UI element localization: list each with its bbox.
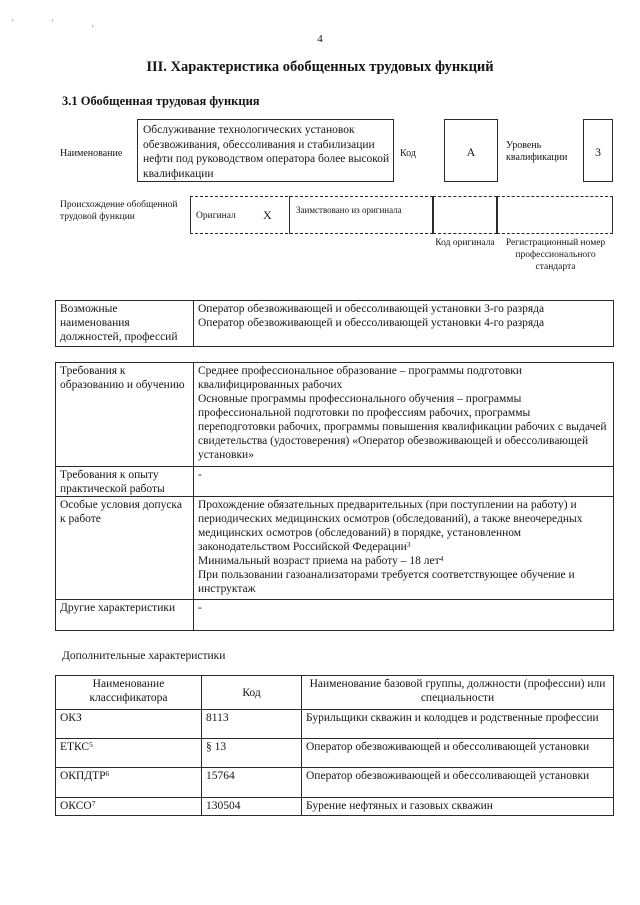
level-value: 3 xyxy=(595,145,601,159)
positions-label: Возможные наименования должностей, профессий xyxy=(56,301,194,347)
table-row xyxy=(56,798,614,816)
other-value: - xyxy=(194,600,614,631)
position-value: Оператор обезвоживающей и обессоливающей установки 4-го разряда xyxy=(198,317,545,329)
conditions-line: Прохождение обязательных предварительных (при поступлении на работу) и периодических медицинских осмотров (обследований), а также внеочередных медицинских осмотров (обследований) в порядке, установленном законодательством Российской Федерации$^3$ xyxy=(198,499,583,553)
requirements-table xyxy=(55,362,614,631)
additional-table xyxy=(55,675,614,816)
experience-value: - xyxy=(194,467,614,497)
footnote-ref: 4 xyxy=(439,554,444,563)
original-label: Оригинал xyxy=(196,211,236,221)
education-line: Основные программы профессионального обучения – программы профессиональной подготовки по профессиям рабочих, программы переподготовки рабочих, программы повышения квалификации рабочих с выдачей свидетельства (удостоверения) «Оператор обезвоживающей и обессоливающей установки» xyxy=(198,393,607,461)
section-title: III. Характеристика обобщенных трудовых функций xyxy=(146,59,494,75)
code-value: A xyxy=(466,145,476,159)
row-name: Оператор обезвоживающей и обессоливающей установки xyxy=(302,739,614,768)
education-line: Среднее профессиональное образование – программы подготовки квалифицированных рабочих xyxy=(198,365,523,391)
page-number: 4 xyxy=(317,33,323,45)
positions-values xyxy=(194,301,614,347)
conditions-label: Особые условия допуска к работе xyxy=(56,497,194,600)
conditions-line: При пользовании газоанализаторами требуется соответствующее обучение и инструктаж xyxy=(198,569,575,595)
name-value: Обслуживание технологических установок обезвоживания, обессоливания и стабилизации нефти под руководством оператора более высокой квалификации xyxy=(143,124,390,180)
experience-label: Требования к опыту практической работы xyxy=(56,467,194,497)
other-label: Другие характеристики xyxy=(56,600,194,631)
subsection-title: 3.1 Обобщенная трудовая функция xyxy=(62,94,260,108)
row-code: § 13 xyxy=(202,739,302,768)
row-classifier: ОКПДТР$^6$ xyxy=(56,768,202,798)
row-name: Бурение нефтяных и газовых скважин xyxy=(302,798,614,816)
code-caption: Код оригинала xyxy=(435,238,495,248)
conditions-line: Минимальный возраст приема на работу – 18 лет$^4$ xyxy=(198,554,444,567)
level-label: Уровень квалификации xyxy=(506,140,568,163)
col-header-code: Код xyxy=(202,676,302,710)
origin-divider xyxy=(289,196,290,234)
row-code: 8113 xyxy=(202,710,302,739)
row-name: Оператор обезвоживающей и обессоливающей установки xyxy=(302,768,614,798)
education-label: Требования к образованию и обучению xyxy=(56,363,194,467)
row-classifier: ОКСО$^7$ xyxy=(56,798,202,816)
scan-marks: ' ' , xyxy=(12,18,112,28)
row-code: 15764 xyxy=(202,768,302,798)
table-row xyxy=(56,768,614,798)
code-label: Код xyxy=(400,148,416,159)
borrowed-label: Заимствовано из оригинала xyxy=(296,205,402,215)
footnote-ref: 3 xyxy=(406,540,411,549)
row-name: Бурильщики скважин и колодцев и родственные профессии xyxy=(302,710,614,739)
original-mark: X xyxy=(263,208,272,222)
origin-reg-box xyxy=(497,196,613,234)
table-row xyxy=(56,739,614,768)
row-classifier: ЕТКС$^5$ xyxy=(56,739,202,768)
education-value xyxy=(194,363,614,467)
position-value: Оператор обезвоживающей и обессоливающей установки 3-го разряда xyxy=(198,303,545,315)
origin-label: Происхождение обобщенной трудовой функции xyxy=(60,200,178,222)
positions-table xyxy=(55,300,614,347)
col-header-name: Наименование базовой группы, должности (профессии) или специальности xyxy=(302,676,614,710)
additional-heading: Дополнительные характеристики xyxy=(62,650,226,662)
col-header-classifier: Наименование классификатора xyxy=(56,676,202,710)
conditions-value xyxy=(194,497,614,600)
name-label: Наименование xyxy=(60,148,123,159)
origin-code-box xyxy=(433,196,497,234)
row-classifier: ОКЗ xyxy=(56,710,202,739)
reg-caption: Регистрационный номер профессионального стандарта xyxy=(505,238,606,272)
table-row xyxy=(56,710,614,739)
row-code: 130504 xyxy=(202,798,302,816)
